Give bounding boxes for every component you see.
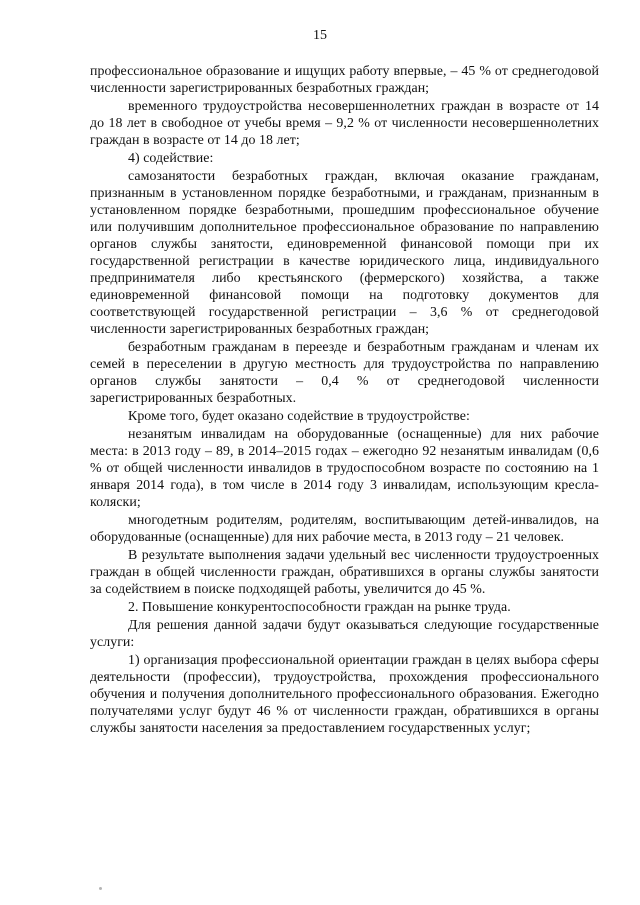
paragraph-large-families: многодетным родителям, родителям, воспитывающим детей-инвалидов, на оборудованные (оснащенные) для них рабочие места, в 2013 году – 21 человек.	[90, 513, 599, 545]
paragraph-services-intro: Для решения данной задачи будут оказываться следующие государственные услуги:	[90, 618, 599, 650]
paragraph-result: В результате выполнения задачи удельный вес численности трудоустроенных граждан в общей численности граждан, обратившихся в органы службы занятости за содействием в поиске подходящей работы, увеличится до 45 %.	[90, 548, 599, 597]
paragraph-task-2-heading: 2. Повышение конкурентоспособности граждан на рынке труда.	[128, 600, 511, 615]
page-number: 15	[313, 28, 327, 43]
paragraph-additional-assistance: Кроме того, будет оказано содействие в трудоустройстве:	[128, 409, 470, 424]
paragraph-career-guidance: 1) организация профессиональной ориентации граждан в целях выбора сферы деятельности (профессии), трудоустройства, прохождения профессионального обучения и получения дополнительного профессионального образования. Ежегодно получателями услуг будут 46 % от численности граждан, обратившихся в органы службы занятости населения за предоставлением государственных услуг;	[90, 653, 599, 736]
document-body	[90, 63, 599, 738]
paragraph-item-4-heading: 4) содействие:	[128, 151, 214, 166]
paragraph-unemployed-first-time: профессиональное образование и ищущих работу впервые, – 45 % от среднегодовой численности зарегистрированных безработных граждан;	[90, 64, 599, 96]
paragraph-disabled-persons: незанятым инвалидам на оборудованные (оснащенные) для них рабочие места: в 2013 году – 89, в 2014–2015 годах – ежегодно 92 незанятым инвалидам (0,6 % от общей численности инвалидов в трудоспособном возрасте по состоянию на 1 января 2014 года), в том числе в 2014 году 3 инвалидам, использующим кресла-коляски;	[90, 427, 599, 510]
paragraph-self-employment: самозанятости безработных граждан, включая оказание гражданам, признанным в установленном порядке безработными, и гражданам, признанным в установленном порядке безработными, прошедшим профессиональное обучение или получившим дополнительное профессиональное образование по направлению органов службы занятости, единовременной финансовой помощи при их государственной регистрации в качестве юридического лица, индивидуального предпринимателя либо крестьянского (фермерского) хозяйства, а также единовременной финансовой помощи на подготовку документов для соответствующей государственной регистрации – 3,6 % от среднегодовой численности зарегистрированных безработных граждан;	[90, 169, 599, 337]
scan-speck	[99, 887, 102, 890]
paragraph-relocation: безработным гражданам в переезде и безработным гражданам и членам их семей в переселении в другую местность для трудоустройства по направлению органов службы занятости – 0,4 % от среднегодовой численности зарегистрированных безработных.	[90, 340, 599, 406]
paragraph-temporary-employment-minors: временного трудоустройства несовершеннолетних граждан в возрасте от 14 до 18 лет в свободное от учебы время – 9,2 % от численности несовершеннолетних граждан в возрасте от 14 до 18 лет;	[90, 99, 599, 148]
